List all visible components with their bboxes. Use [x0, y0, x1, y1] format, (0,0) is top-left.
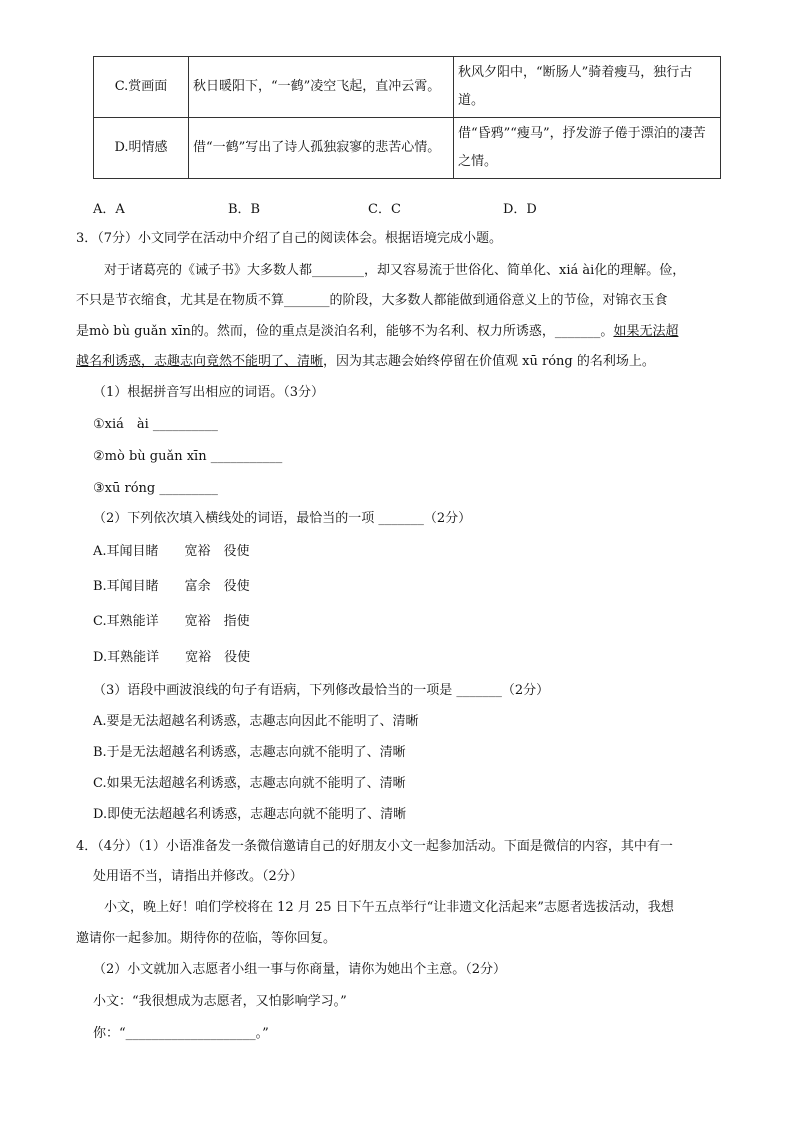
question-3-stem: 3．（7分）小文同学在活动中介绍了自己的阅读体会。根据语境完成小题。	[76, 231, 503, 246]
sub-question-3: （3）语段中画波浪线的句子有语病，下列修改最恰当的一项是 _______（2分）	[93, 683, 550, 698]
pinyin-item: ②mò bù guǎn xīn ___________	[93, 449, 283, 464]
wavy-sentence: 越名利诱惑，志趣志向竟然不能明了、清晰	[76, 354, 324, 369]
table-cell: 秋日暖阳下，“一鹤”凌空飞起，直冲云霄。	[189, 57, 454, 118]
passage-line: 对于诸葛亮的《诫子书》大多数人都________，却又容易流于世俗化、简单化、xiá ài化的理解。俭，	[104, 263, 686, 278]
table-cell: 秋风夕阳中，“断肠人”骑着瘦马，独行古道。	[454, 57, 721, 118]
choice-item: A.耳闻目睹 宽裕 役使	[93, 544, 250, 559]
answer-b: B．B	[228, 202, 261, 217]
table-cell: 借“一鹤”写出了诗人孤独寂寥的悲苦心情。	[189, 118, 454, 179]
sub-question-4-2: （2）小文就加入志愿者小组一事与你商量，请你为她出个主意。（2分）	[93, 962, 507, 977]
table-row	[94, 118, 721, 179]
passage-line: 不只是节衣缩食，尤其是在物质不算_______的阶段，大多数人都能做到通俗意义上的节俭，对锦衣玉食	[76, 293, 668, 308]
choice-item: A.要是无法超越名利诱惑，志趣志向因此不能明了、清晰	[93, 714, 419, 729]
passage-text: 是mò bù guǎn xīn的。然而，俭的重点是淡泊名利，能够不为名利、权力所诱惑，_______。	[76, 324, 614, 339]
passage-line	[76, 353, 726, 371]
dialog-line: 你：“____________________。”	[93, 1026, 269, 1041]
choice-item: C.如果无法超越名利诱惑，志趣志向就不能明了、清晰	[93, 776, 406, 791]
choice-item: D.即使无法超越名利诱惑，志趣志向就不能明了、清晰	[93, 807, 407, 822]
wavy-sentence: 如果无法超	[613, 324, 679, 339]
options-table	[93, 56, 721, 179]
table-cell-label: D.明情感	[94, 118, 189, 179]
answer-a: A．A	[93, 202, 125, 217]
table-cell-label: C.赏画面	[94, 57, 189, 118]
table-row	[94, 57, 721, 118]
choice-item: B.耳闻目睹 富余 役使	[93, 579, 250, 594]
wechat-message: 小文，晚上好！咱们学校将在 12 月 25 日下午五点举行“让非遗文化活起来”志愿者选拔活动，我想	[104, 900, 674, 915]
pinyin-item: ①xiá ài __________	[93, 417, 218, 432]
dialog-line: 小文：“我很想成为志愿者，又怕影响学习。”	[93, 994, 347, 1009]
passage-line	[76, 323, 726, 341]
answer-d: D．D	[503, 202, 537, 217]
sub-question-1: （1）根据拼音写出相应的词语。（3分）	[93, 385, 325, 400]
choice-item: B.于是无法超越名利诱惑，志趣志向就不能明了、清晰	[93, 745, 406, 760]
answer-c: C．C	[368, 202, 401, 217]
choice-item: D.耳熟能详 宽裕 役使	[93, 650, 251, 665]
sub-question-2: （2）下列依次填入横线处的词语，最恰当的一项 _______（2分）	[93, 511, 472, 526]
table-cell: 借“昏鸦”“瘦马”，抒发游子倦于漂泊的凄苦之情。	[454, 118, 721, 179]
question-4-stem: 4．（4分）（1）小语准备发一条微信邀请自己的好朋友小文一起参加活动。下面是微信的内容，其中有一	[76, 839, 673, 854]
wechat-message: 邀请你一起参加。期待你的莅临，等你回复。	[76, 931, 337, 946]
choice-item: C.耳熟能详 宽裕 指使	[93, 614, 250, 629]
pinyin-item: ③xū róng _________	[93, 481, 218, 496]
question-4-stem: 处用语不当，请指出并修改。（2分）	[93, 869, 303, 884]
passage-text: ，因为其志趣会始终停留在价值观 xū róng 的名利场上。	[323, 354, 655, 369]
